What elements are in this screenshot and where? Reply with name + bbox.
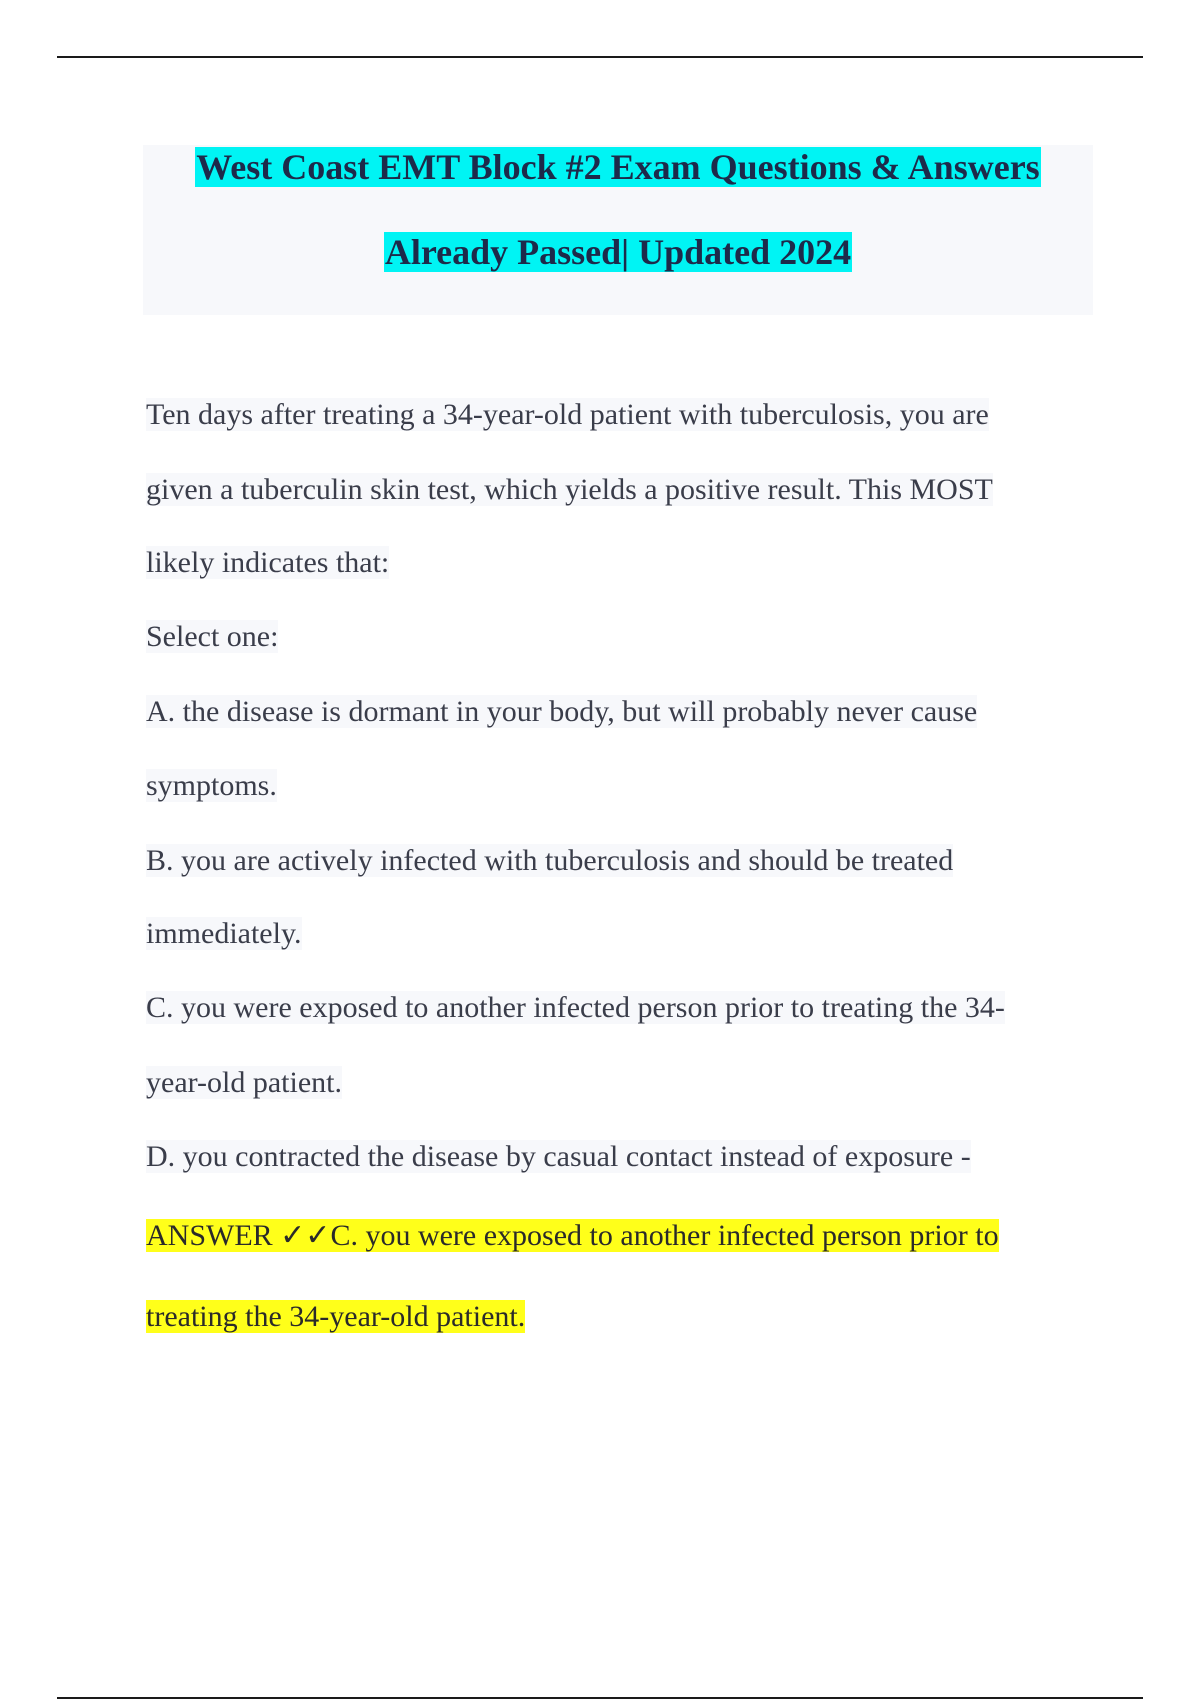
question-line-3: likely indicates that: <box>146 546 390 579</box>
document-title-line-2: Already Passed| Updated 2024 <box>384 232 852 272</box>
question-line-2: given a tuberculin skin test, which yields a positive result. This MOST <box>146 473 993 506</box>
question-line-1: Ten days after treating a 34-year-old patient with tuberculosis, you are <box>146 398 989 431</box>
document-title-block <box>143 145 1093 315</box>
answer-line-1: ANSWER ✓✓C. you were exposed to another infected person prior to <box>146 1219 999 1252</box>
option-b-line-1: B. you are actively infected with tuberculosis and should be treated <box>146 844 954 877</box>
bottom-divider <box>57 1697 1143 1699</box>
document-title-line-1: West Coast EMT Block #2 Exam Questions & Answers <box>196 147 1040 187</box>
option-a-line-2: symptoms. <box>146 769 277 802</box>
option-d-line-1: D. you contracted the disease by casual contact instead of exposure - <box>146 1140 971 1173</box>
option-c-line-2: year-old patient. <box>146 1066 342 1099</box>
answer-line-2: treating the 34-year-old patient. <box>146 1300 526 1333</box>
select-one-label: Select one: <box>146 620 279 653</box>
option-b-line-2: immediately. <box>146 917 302 950</box>
option-a-line-1: A. the disease is dormant in your body, but will probably never cause <box>146 695 978 728</box>
option-c-line-1: C. you were exposed to another infected person prior to treating the 34- <box>146 991 1005 1024</box>
top-divider <box>57 56 1143 58</box>
